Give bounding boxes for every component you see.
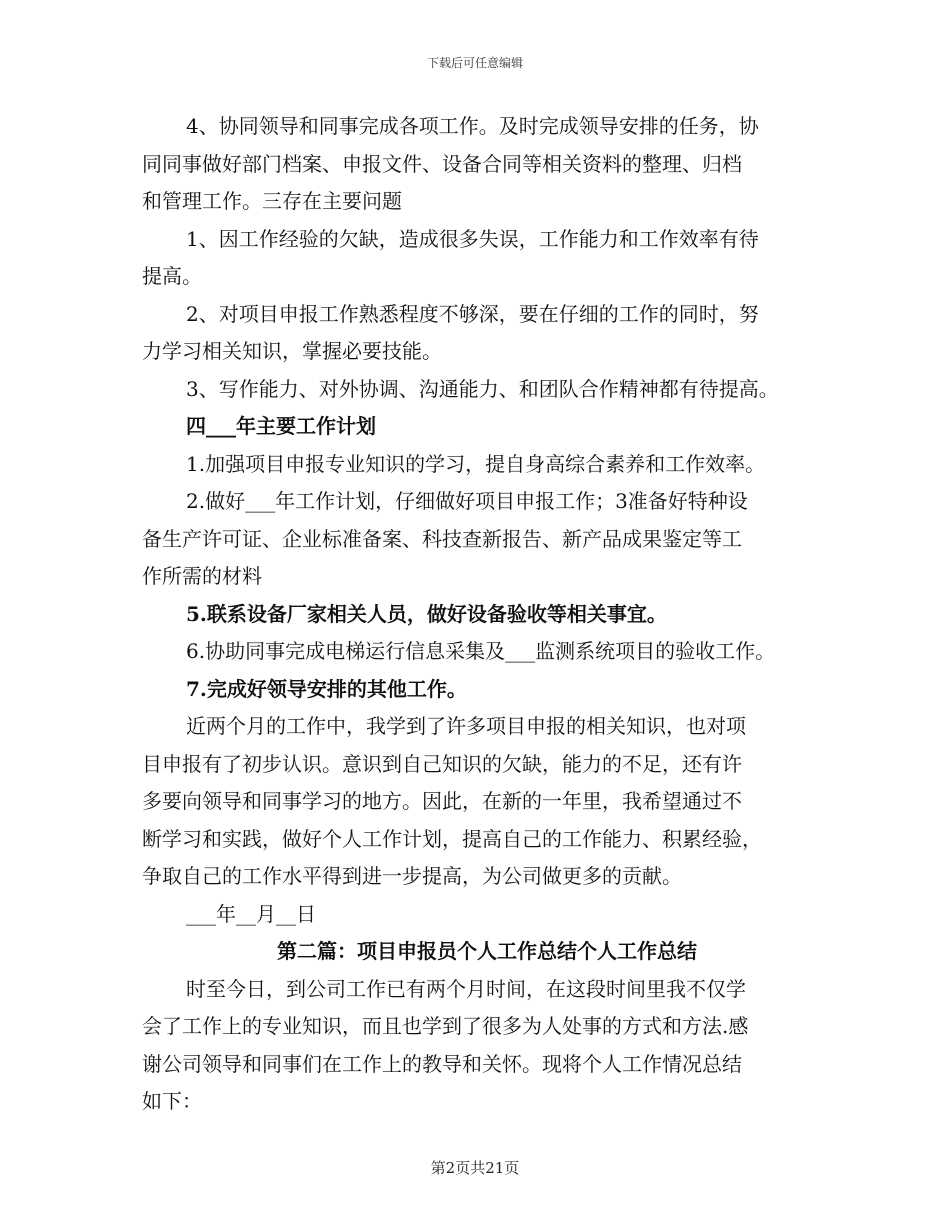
paragraph-line: 6.协助同事完成电梯运行信息采集及___监测系统项目的验收工作。 — [186, 639, 776, 663]
paragraph-line: 目申报有了初步认识。意识到自己知识的欠缺，能力的不足，还有许 — [142, 751, 742, 776]
page-footer: 第2页共21页 — [430, 1159, 520, 1177]
paragraph-line: 备生产许可证、企业标准备案、科技查新报告、新产品成果鉴定等工 — [142, 526, 742, 551]
paragraph-line: 谢公司领导和同事们在工作上的教导和关怀。现将个人工作情况总结 — [142, 1051, 742, 1076]
bold-list-item: 7.完成好领导安排的其他工作。 — [186, 676, 467, 701]
paragraph-line: 3、写作能力、对外协调、沟通能力、和团队合作精神都有待提高。 — [186, 376, 779, 401]
bold-list-item: 5.联系设备厂家相关人员，做好设备验收等相关事宜。 — [186, 601, 667, 626]
paragraph-line: 和管理工作。三存在主要问题 — [142, 189, 402, 213]
paragraph-line: 作所需的材料 — [142, 564, 262, 588]
paragraph-line: 提高。 — [142, 264, 202, 288]
page-header: 下载后可任意编辑 — [426, 56, 523, 70]
paragraph-line: 2.做好___年工作计划，仔细做好项目申报工作；3准备好特种设 — [186, 489, 748, 513]
paragraph-line: 时至今日，到公司工作已有两个月时间，在这段时间里我不仅学 — [186, 976, 746, 1001]
paragraph-line: 会了工作上的专业知识，而且也学到了很多为人处事的方式和方法.感 — [142, 1014, 749, 1038]
paragraph-line: 力学习相关知识，掌握必要技能。 — [142, 339, 442, 363]
date-line: ___年__月__日 — [186, 901, 316, 926]
paragraph-line: 1.加强项目申报专业知识的学习，提自身高综合素养和工作效率。 — [186, 451, 766, 476]
paragraph-line: 断学习和实践，做好个人工作计划，提高自己的工作能力、积累经验， — [142, 826, 762, 851]
section-heading: 四___年主要工作计划 — [186, 414, 376, 438]
paragraph-line: 4、协同领导和同事完成各项工作。及时完成领导安排的任务，协 — [186, 114, 759, 138]
paragraph-line: 如下： — [142, 1089, 202, 1113]
paragraph-line: 多要向领导和同事学习的地方。因此，在新的一年里，我希望通过不 — [142, 789, 742, 813]
chapter-title: 第二篇：项目申报员个人工作总结个人工作总结 — [277, 939, 697, 963]
paragraph-line: 同同事做好部门档案、申报文件、设备合同等相关资料的整理、归档 — [142, 151, 742, 176]
document-body — [142, 108, 832, 1121]
paragraph-line: 争取自己的工作水平得到进一步提高，为公司做更多的贡献。 — [142, 864, 682, 888]
paragraph-line: 近两个月的工作中，我学到了许多项目申报的相关知识，也对项 — [186, 714, 746, 738]
paragraph-line: 2、对项目申报工作熟悉程度不够深，要在仔细的工作的同时，努 — [186, 301, 759, 326]
paragraph-line: 1、因工作经验的欠缺，造成很多失误，工作能力和工作效率有待 — [186, 226, 759, 251]
